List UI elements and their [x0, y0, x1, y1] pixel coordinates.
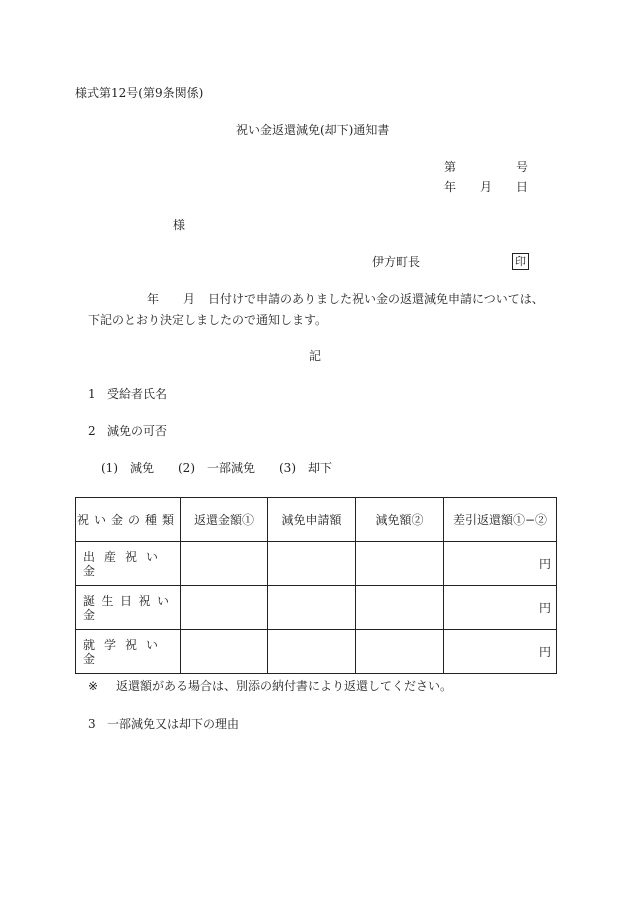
seal-stamp: 印 — [512, 253, 529, 270]
section-3-label: 一部減免又は却下の理由 — [107, 717, 240, 731]
doc-number-suffix: 号 — [516, 160, 529, 174]
date-month: 月 — [480, 180, 493, 194]
reduction-amount-cell — [356, 586, 444, 630]
refund-amount-cell — [181, 586, 268, 630]
body-month: 月 — [183, 292, 196, 306]
table-row — [76, 630, 557, 674]
header-net-refund: 差引返還額①−② — [444, 498, 557, 542]
document-title: 祝い金返還減免(却下)通知書 — [236, 123, 390, 137]
note-text: 返還額がある場合は、別添の納付書により返還してください。 — [116, 679, 453, 693]
date-day: 日 — [516, 180, 529, 194]
option-2-number: (2) — [178, 461, 195, 475]
yen-unit: 円 — [444, 542, 557, 586]
requested-reduction-cell — [268, 542, 356, 586]
note-mark: ※ — [88, 679, 99, 693]
body-year: 年 — [147, 292, 160, 306]
refund-amount-cell — [181, 630, 268, 674]
reduction-amount-cell — [356, 630, 444, 674]
section-2-label: 減免の可否 — [107, 424, 168, 438]
requested-reduction-cell — [268, 586, 356, 630]
section-2-number: 2 — [88, 424, 96, 438]
yen-unit: 円 — [444, 630, 557, 674]
body-line-1: 日付けで申請のありました祝い金の返還減免申請については、 — [208, 292, 544, 306]
issuer-name: 伊方町長 — [372, 255, 421, 269]
table-row — [76, 586, 557, 630]
body-line-2: 下記のとおり決定しましたので通知します。 — [88, 313, 328, 327]
section-1-label: 受給者氏名 — [107, 387, 168, 401]
option-1-label: 減免 — [130, 461, 155, 475]
section-1-number: 1 — [88, 387, 96, 401]
option-3-label: 却下 — [308, 461, 333, 475]
amounts-table — [75, 497, 557, 674]
table-row — [76, 542, 557, 586]
header-requested-reduction: 減免申請額 — [268, 498, 356, 542]
header-type: 祝い金の種類 — [76, 498, 181, 542]
section-3-number: 3 — [88, 717, 96, 731]
header-reduction-amount: 減免額② — [356, 498, 444, 542]
refund-amount-cell — [181, 542, 268, 586]
option-2-label: 一部減免 — [207, 461, 256, 475]
addressee-suffix: 様 — [173, 218, 186, 232]
date-year: 年 — [444, 180, 457, 194]
form-number: 様式第12号(第9条関係) — [75, 86, 204, 100]
row-label: 就学祝い金 — [76, 630, 181, 674]
header-refund-amount: 返還金額① — [181, 498, 268, 542]
table-header-row — [76, 498, 557, 542]
row-label: 出産祝い金 — [76, 542, 181, 586]
row-label: 誕生日祝い金 — [76, 586, 181, 630]
doc-number-prefix: 第 — [444, 160, 457, 174]
yen-unit: 円 — [444, 586, 557, 630]
ki-heading: 記 — [309, 349, 322, 363]
option-3-number: (3) — [279, 461, 296, 475]
reduction-amount-cell — [356, 542, 444, 586]
option-1-number: (1) — [101, 461, 118, 475]
requested-reduction-cell — [268, 630, 356, 674]
